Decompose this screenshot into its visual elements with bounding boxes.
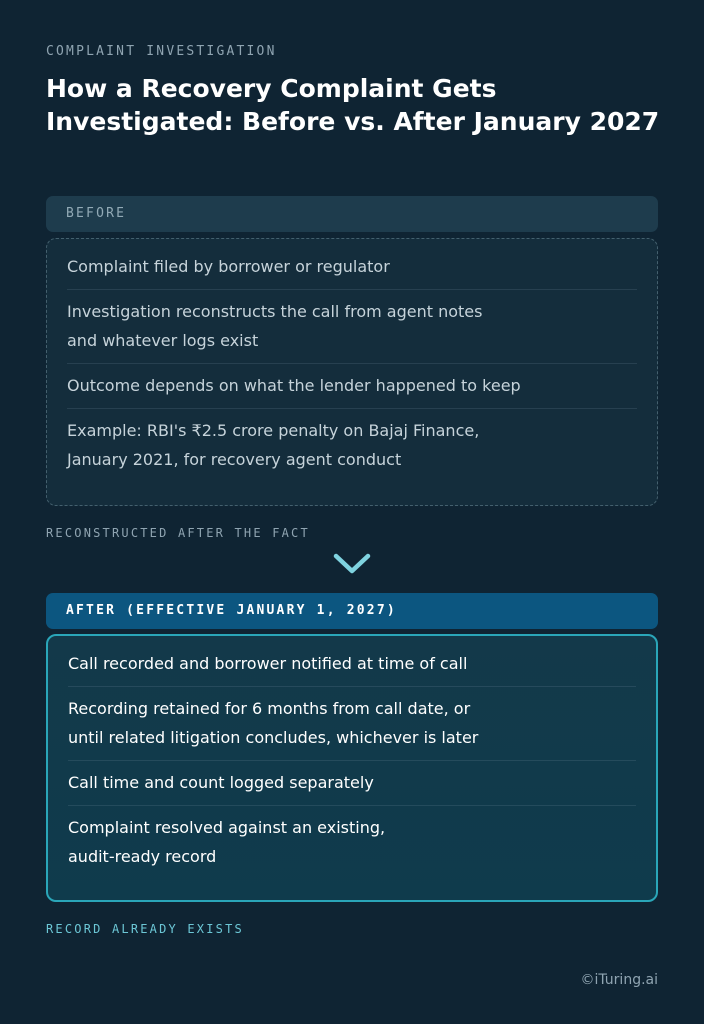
before-item: Complaint filed by borrower or regulator xyxy=(67,245,637,290)
before-item: Investigation reconstructs the call from agent notes and whatever logs exist xyxy=(67,290,637,364)
after-item: Recording retained for 6 months from call date, or until related litigation concludes, whichever is later xyxy=(68,687,636,761)
eyebrow-label: COMPLAINT INVESTIGATION xyxy=(46,44,277,59)
page-title: How a Recovery Complaint Gets Investigated: Before vs. After January 2027 xyxy=(46,74,660,136)
chevron-down-icon xyxy=(333,552,371,576)
after-item: Call recorded and borrower notified at time of call xyxy=(68,642,636,687)
after-item: Call time and count logged separately xyxy=(68,761,636,806)
after-item: Complaint resolved against an existing, audit-ready record xyxy=(68,818,386,866)
before-panel xyxy=(46,238,658,506)
after-caption: RECORD ALREADY EXISTS xyxy=(46,922,244,936)
before-caption: RECONSTRUCTED AFTER THE FACT xyxy=(46,526,310,540)
after-panel xyxy=(46,634,658,902)
footer-credit: ©iTuring.ai xyxy=(580,972,658,988)
before-item: Example: RBI's ₹2.5 crore penalty on Bajaj Finance, January 2021, for recovery agent conduct xyxy=(67,421,480,469)
before-item: Outcome depends on what the lender happened to keep xyxy=(67,364,637,409)
before-section-header: BEFORE xyxy=(46,196,658,232)
after-section-header: AFTER (EFFECTIVE JANUARY 1, 2027) xyxy=(46,593,658,629)
